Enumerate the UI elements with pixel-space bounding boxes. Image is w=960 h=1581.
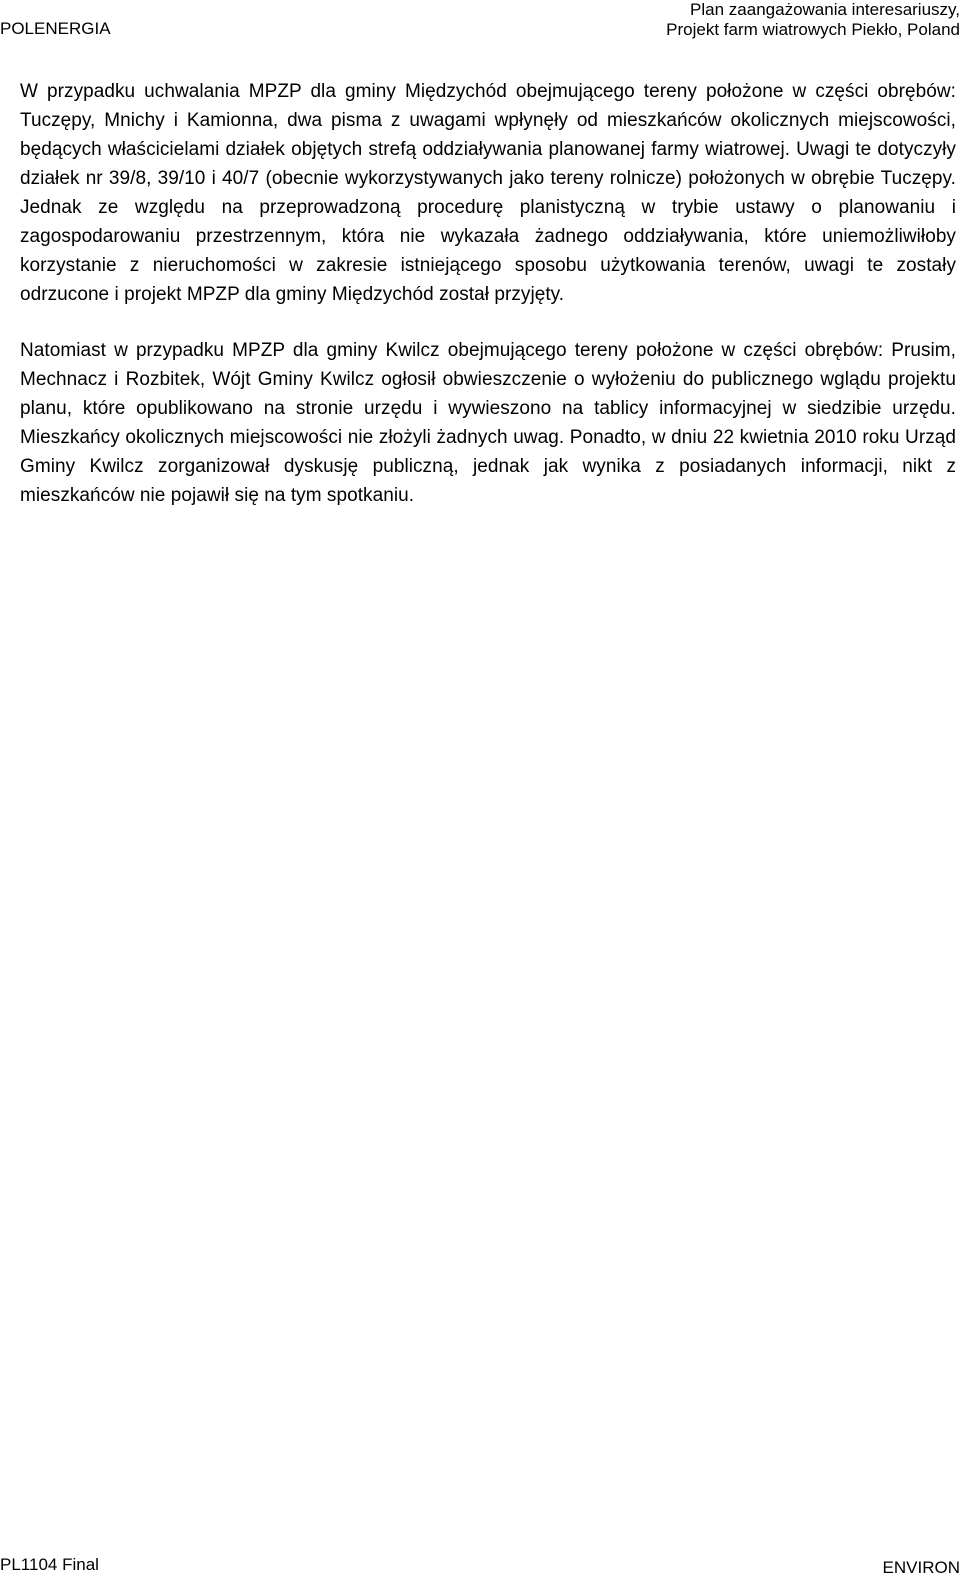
page-header (0, 0, 960, 46)
header-title-line-1: Plan zaangażowania interesariuszy, (690, 0, 960, 19)
document-body (20, 77, 956, 510)
footer-document-id: PL1104 Final (0, 1555, 99, 1574)
page-footer (0, 1555, 960, 1581)
header-company-name: POLENERGIA (0, 19, 111, 38)
body-paragraph-1: W przypadku uchwalania MPZP dla gminy Międzychód obejmującego tereny położone w części obrębów: Tuczępy, Mnichy i Kamionna, dwa pisma z uwagami wpłynęły od mieszkańców okolicznych miejscowości, będących właścicielami działek objętych strefą oddziaływania planowanej farmy wiatrowej. Uwagi te dotyczyły działek nr 39/8, 39/10 i 40/7 (obecnie wykorzystywanych jako tereny rolnicze) położonych w obrębie Tuczępy. Jednak ze względu na przeprowadzoną procedurę planistyczną w trybie ustawy o planowaniu i zagospodarowaniu przestrzennym, która nie wykazała żadnego oddziaływania, które uniemożliwiłoby korzystanie z nieruchomości w zakresie istniejącego sposobu użytkowania terenów, uwagi te zostały odrzucone i projekt MPZP dla gminy Międzychód został przyjęty. (20, 81, 956, 305)
body-paragraph-2: Natomiast w przypadku MPZP dla gminy Kwilcz obejmującego tereny położone w części obrębów: Prusim, Mechnacz i Rozbitek, Wójt Gminy Kwilcz ogłosił obwieszczenie o wyłożeniu do publicznego wglądu projektu planu, które opublikowano na stronie urzędu i wywieszono na tablicy informacyjnej w siedzibie urzędu. Mieszkańcy okolicznych miejscowości nie złożyli żadnych uwag. Ponadto, w dniu 22 kwietnia 2010 roku Urząd Gminy Kwilcz zorganizował dyskusję publiczną, jednak jak wynika z posiadanych informacji, nikt z mieszkańców nie pojawił się na tym spotkaniu. (20, 340, 956, 506)
header-document-title (666, 0, 960, 40)
header-title-line-2: Projekt farm wiatrowych Piekło, Poland (666, 20, 960, 39)
footer-company-name: ENVIRON (882, 1558, 960, 1577)
